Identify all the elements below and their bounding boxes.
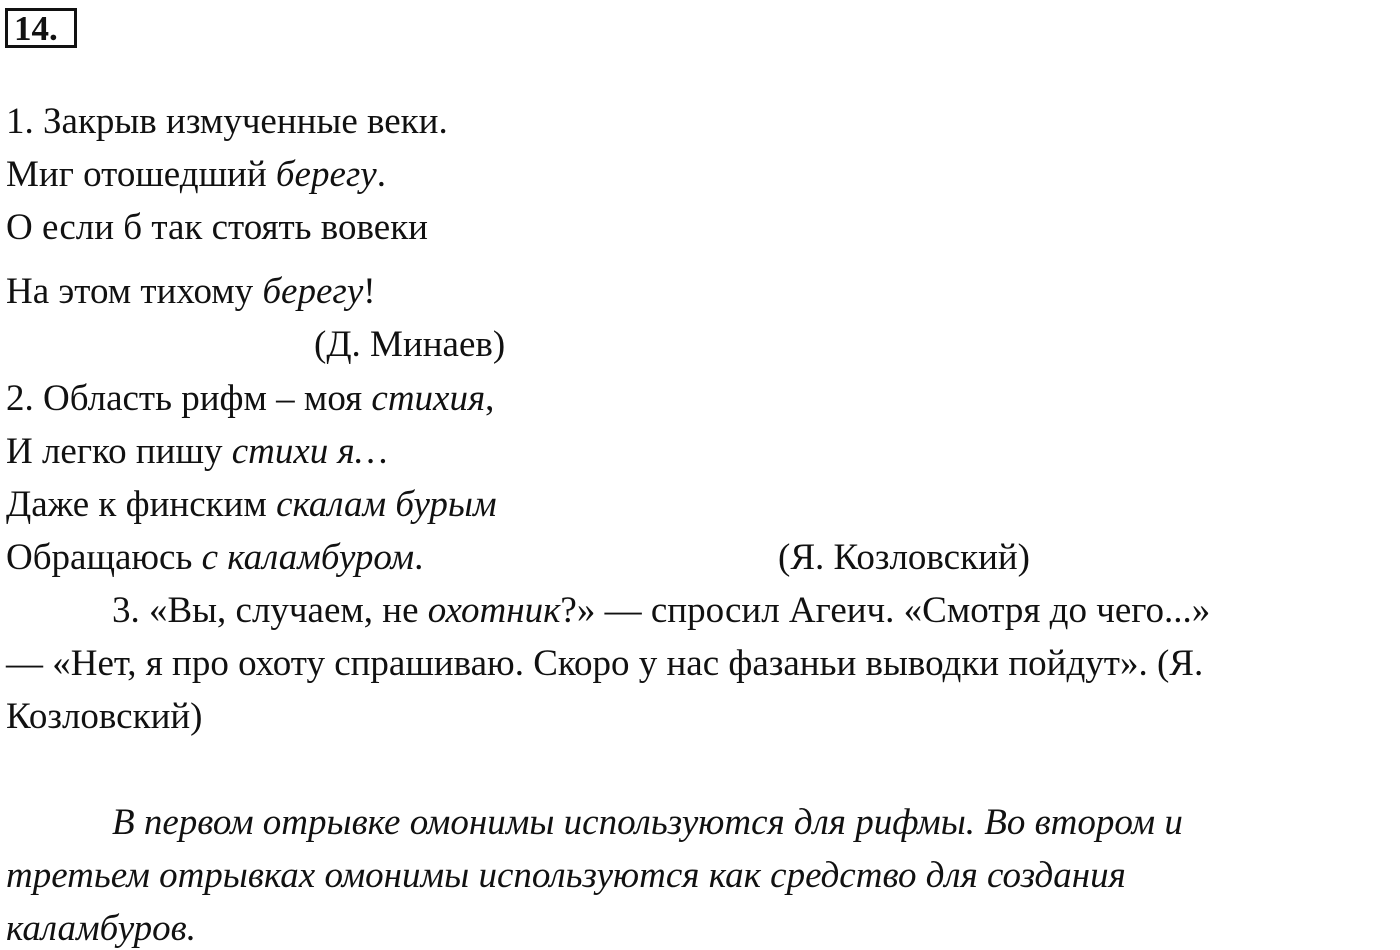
task-number: 14. xyxy=(14,9,58,48)
homonym-stikhi-ya: стихи я… xyxy=(231,431,388,472)
excerpt3-line2: — «Нет, я про охоту спрашиваю. Скоро у нас фазаньи выводки пойдут». (Я. xyxy=(6,643,1204,684)
poem2-line4-text: Обращаюсь xyxy=(6,537,202,578)
homonym-s-kalamburom: с каламбуром xyxy=(201,537,415,578)
poem1-line3: О если б так стоять вовеки xyxy=(6,207,428,248)
poem1-line2-punct: . xyxy=(376,154,386,195)
homonym-skalam-burym: скалам бурым xyxy=(276,484,497,525)
poem1-line4-punct: ! xyxy=(363,271,376,312)
excerpt3-line1-rest: ?» — спросил Агеич. «Смотря до чего...» xyxy=(560,590,1211,631)
conclusion-line3: каламбуров. xyxy=(6,908,196,949)
conclusion-line2: третьем отрывках омонимы используются как средство для создания xyxy=(6,855,1126,896)
conclusion-line1: В первом отрывке омонимы используются для рифмы. Во втором и xyxy=(112,802,1183,843)
homonym-okhotnik: охотник xyxy=(427,590,561,631)
poem2-line4-punct: . xyxy=(414,537,424,578)
task-number-box xyxy=(5,8,77,48)
poem2-author: (Я. Козловский) xyxy=(778,537,1030,578)
poem1-line2-text: Миг отошедший xyxy=(6,154,276,195)
poem2-line3-text: Даже к финским xyxy=(6,484,277,525)
poem2-line2-text: И легко пишу xyxy=(6,431,232,472)
poem2-line1-text: 2. Область рифм – моя xyxy=(6,378,372,419)
poem2-line4 xyxy=(6,539,423,576)
homonym-beregu-2: берегу xyxy=(262,271,364,312)
poem2-line1 xyxy=(6,380,494,417)
homonym-beregu-1: берегу xyxy=(275,154,377,195)
excerpt3-line3: Козловский) xyxy=(6,696,203,737)
homonym-stikhiya: стихия xyxy=(371,378,486,419)
poem1-line2 xyxy=(6,156,386,193)
poem1-line4 xyxy=(6,273,376,310)
poem1-line1: 1. Закрыв измученные веки. xyxy=(6,101,448,142)
excerpt3-line1 xyxy=(112,592,1210,629)
poem1-author: (Д. Минаев) xyxy=(314,324,506,365)
poem2-line1-punct: , xyxy=(485,378,495,419)
poem1-line4-text: На этом тихому xyxy=(6,271,263,312)
poem2-line2 xyxy=(6,433,388,470)
poem2-line3 xyxy=(6,486,497,523)
excerpt3-line1-text: 3. «Вы, случаем, не xyxy=(112,590,428,631)
